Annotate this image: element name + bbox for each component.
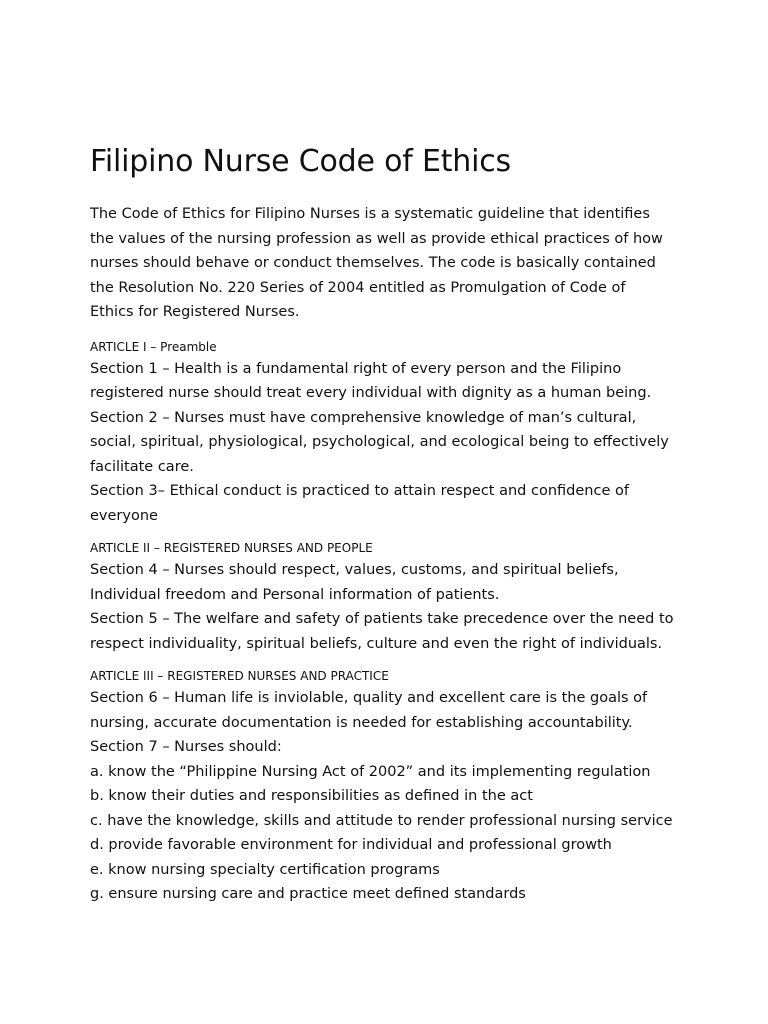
- article-2-heading: ARTICLE II – REGISTERED NURSES AND PEOPLE: [90, 541, 373, 555]
- article-1-line: Section 1 – Health is a fundamental right of every person and the Filipino: [90, 360, 622, 377]
- article-3: [90, 668, 710, 907]
- article-2: [90, 540, 710, 656]
- article-3-line: c. have the knowledge, skills and attitude to render professional nursing service: [90, 812, 673, 829]
- article-3-line: b. know their duties and responsibilities as defined in the act: [90, 788, 533, 804]
- article-3-line: Section 6 – Human life is inviolable, quality and excellent care is the goals of: [90, 690, 648, 706]
- article-1-line: registered nurse should treat every individual with dignity as a human being.: [90, 385, 652, 401]
- article-2-line: Section 5 – The welfare and safety of patients take precedence over the need to: [90, 611, 674, 627]
- intro-line: the values of the nursing profession as well as provide ethical practices of how: [90, 230, 663, 247]
- article-1-line: facilitate care.: [90, 458, 194, 475]
- article-2-line: Individual freedom and Personal information of patients.: [90, 586, 500, 603]
- document-page: [90, 142, 710, 919]
- article-3-line: g. ensure nursing care and practice meet defined standards: [90, 886, 526, 902]
- intro-line: Ethics for Registered Nurses.: [90, 304, 300, 320]
- article-3-line: d. provide favorable environment for individual and professional growth: [90, 837, 612, 853]
- intro-line: The Code of Ethics for Filipino Nurses is a systematic guideline that identifies: [90, 206, 650, 222]
- article-3-heading: ARTICLE III – REGISTERED NURSES AND PRACTICE: [90, 669, 389, 683]
- article-1: [90, 339, 710, 529]
- intro-paragraph: [90, 202, 710, 325]
- article-3-line: e. know nursing specialty certification programs: [90, 861, 440, 878]
- article-1-line: social, spiritual, physiological, psychological, and ecological being to effectively: [90, 434, 669, 450]
- article-3-line: nursing, accurate documentation is needed for establishing accountability.: [90, 714, 633, 731]
- page-title: Filipino Nurse Code of Ethics: [90, 144, 511, 179]
- intro-line: nurses should behave or conduct themselves. The code is basically contained: [90, 255, 656, 271]
- article-1-line: Section 2 – Nurses must have comprehensive knowledge of man’s cultural,: [90, 409, 637, 426]
- article-1-line: Section 3– Ethical conduct is practiced to attain respect and confidence of: [90, 483, 629, 499]
- article-3-line: a. know the “Philippine Nursing Act of 2002” and its implementing regulation: [90, 763, 651, 780]
- article-3-line: Section 7 – Nurses should:: [90, 739, 282, 755]
- article-1-heading: ARTICLE I – Preamble: [90, 339, 217, 354]
- intro-line: the Resolution No. 220 Series of 2004 entitled as Promulgation of Code of: [90, 279, 626, 296]
- article-2-line: Section 4 – Nurses should respect, values, customs, and spiritual beliefs,: [90, 562, 619, 578]
- article-2-line: respect individuality, spiritual beliefs, culture and even the right of individuals.: [90, 635, 663, 652]
- article-1-line: everyone: [90, 507, 158, 524]
